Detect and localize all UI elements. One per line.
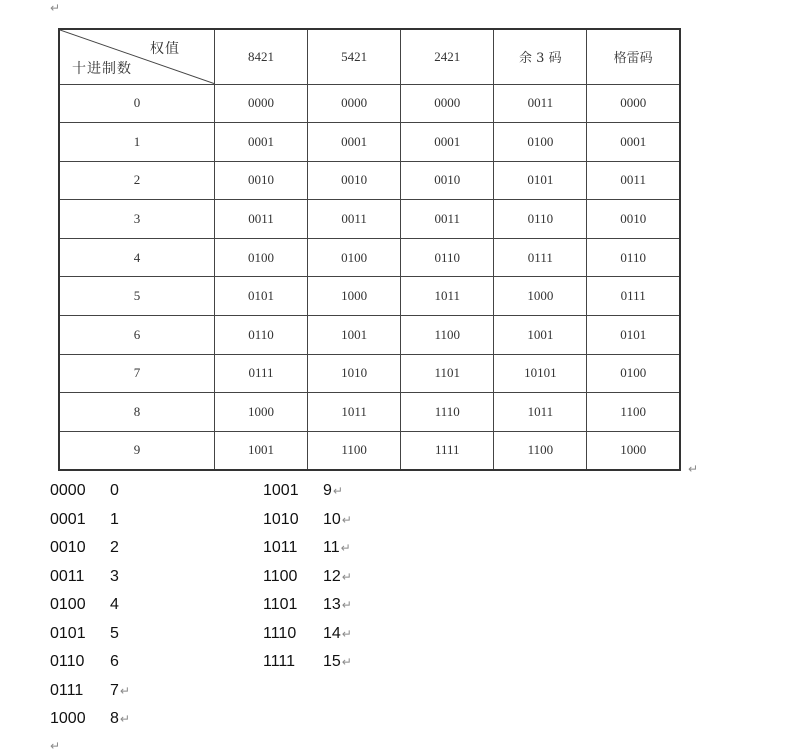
decimal-value: 8: [110, 710, 119, 727]
code-cell: 1000: [494, 277, 587, 316]
list-item: [50, 620, 130, 649]
code-cell: 1001: [494, 316, 587, 355]
code-cell: 0001: [401, 123, 494, 162]
list-item: [50, 506, 130, 535]
code-cell: 0011: [494, 84, 587, 123]
list-item: [50, 477, 130, 506]
decimal-cell: 7: [59, 354, 215, 393]
code-cell: 0011: [308, 200, 401, 239]
code-cell: 0101: [587, 316, 680, 355]
binary-value: 1101: [263, 596, 298, 613]
decimal-value: 10: [323, 510, 341, 528]
code-cell: 1111: [401, 431, 494, 470]
code-cell: 1100: [587, 393, 680, 432]
code-cell: 1100: [401, 316, 494, 355]
spellcheck-underline: [50, 596, 119, 613]
list-item: [263, 620, 352, 649]
column-header: 余 3 码: [494, 29, 587, 84]
binary-value: 0000: [50, 482, 86, 499]
code-cell: 0100: [308, 238, 401, 277]
code-cell: 0000: [587, 84, 680, 123]
code-cell: 0011: [401, 200, 494, 239]
code-cell: 0111: [587, 277, 680, 316]
spellcheck-underline: [50, 511, 119, 528]
code-cell: 0101: [494, 161, 587, 200]
binary-value: 0110: [50, 653, 85, 670]
list-item: [263, 534, 352, 563]
code-cell: 0001: [587, 123, 680, 162]
column-header: 5421: [308, 29, 401, 84]
binary-value: 1000: [50, 710, 86, 727]
code-cell: 1100: [494, 431, 587, 470]
paragraph-mark-icon: ↵: [50, 739, 61, 753]
table-row: [59, 161, 680, 200]
list-item: [263, 506, 352, 535]
code-cell: 1100: [308, 431, 401, 470]
paragraph-mark-icon: ↵: [341, 512, 352, 527]
decimal-value: 6: [110, 653, 119, 670]
binary-value: 1110: [263, 624, 297, 642]
binary-value: 1011: [263, 539, 298, 556]
decimal-cell: 9: [59, 431, 215, 470]
code-cell: 1001: [308, 316, 401, 355]
code-cell: 0000: [215, 84, 308, 123]
decimal-value: 0: [110, 482, 119, 499]
code-cell: 0110: [215, 316, 308, 355]
code-cell: 0100: [587, 354, 680, 393]
paragraph-mark-icon: ↵: [341, 626, 352, 641]
table-header-row: [59, 29, 680, 84]
decimal-value: 15: [323, 653, 341, 670]
decimal-cell: 1: [59, 123, 215, 162]
decimal-cell: 4: [59, 238, 215, 277]
list-item: [50, 648, 130, 677]
decimal-value: 4: [110, 596, 119, 613]
code-cell: 1011: [494, 393, 587, 432]
decimal-cell: 5: [59, 277, 215, 316]
code-cell: 0110: [587, 238, 680, 277]
spellcheck-underline: [50, 710, 119, 727]
decimal-value: 5: [110, 624, 119, 642]
list-item: [50, 563, 130, 592]
paragraph-mark-icon: ↵: [340, 541, 351, 555]
paragraph-mark-icon: ↵: [119, 712, 130, 726]
spellcheck-underline: [50, 682, 119, 699]
table-row: [59, 393, 680, 432]
corner-header-cell: [59, 29, 215, 84]
code-cell: 10101: [494, 354, 587, 393]
paragraph-mark-icon: ↵: [341, 598, 352, 612]
table-row: [59, 200, 680, 239]
paragraph-mark-icon: ↵: [119, 683, 130, 698]
decimal-value: 3: [110, 567, 119, 585]
code-cell: 1000: [587, 431, 680, 470]
decimal-value: 2: [110, 539, 119, 556]
binary-value: 0111: [50, 681, 84, 699]
paragraph-mark-icon: ↵: [50, 1, 61, 15]
code-cell: 0101: [215, 277, 308, 316]
code-cell: 1001: [215, 431, 308, 470]
binary-value: 1100: [263, 567, 298, 585]
spellcheck-underline: [50, 653, 119, 670]
decimal-value: 7: [110, 681, 119, 699]
list-item: [263, 563, 352, 592]
binary-value: 0001: [50, 510, 86, 528]
paragraph-mark-icon: ↵: [341, 655, 352, 669]
decimal-cell: 6: [59, 316, 215, 355]
binary-value: 1010: [263, 510, 299, 528]
paragraph-mark-icon: ↵: [332, 484, 343, 498]
decimal-value: 11: [323, 539, 340, 556]
code-cell: 1101: [401, 354, 494, 393]
decimal-cell: 8: [59, 393, 215, 432]
decimal-value: 9: [323, 482, 332, 499]
code-cell: 0010: [401, 161, 494, 200]
decimal-cell: 0: [59, 84, 215, 123]
paragraph-mark-icon: ↵: [688, 462, 699, 476]
code-cell: 1010: [308, 354, 401, 393]
list-item: [263, 477, 352, 506]
binary-list-right: [263, 477, 352, 677]
binary-value: 1111: [263, 653, 296, 670]
list-item: [263, 648, 352, 677]
code-cell: 1011: [401, 277, 494, 316]
code-cell: 1000: [215, 393, 308, 432]
list-item: [50, 677, 130, 706]
binary-value: 0010: [50, 539, 86, 556]
spellcheck-underline: [50, 482, 119, 499]
code-cell: 0000: [401, 84, 494, 123]
column-header: 8421: [215, 29, 308, 84]
table-row: [59, 277, 680, 316]
binary-value: 0011: [50, 567, 85, 585]
code-cell: 0100: [215, 238, 308, 277]
code-cell: 0111: [215, 354, 308, 393]
list-item: [263, 591, 352, 620]
binary-value: 0100: [50, 596, 86, 613]
code-cell: 0001: [308, 123, 401, 162]
binary-value: 1001: [263, 482, 299, 499]
code-cell: 0110: [494, 200, 587, 239]
decimal-value: 1: [110, 510, 119, 528]
decimal-value: 13: [323, 596, 341, 613]
code-cell: 1000: [308, 277, 401, 316]
code-cell: 0010: [215, 161, 308, 200]
corner-top-label: 权值: [150, 41, 180, 57]
decimal-value: 12: [323, 567, 341, 585]
list-item: [50, 534, 130, 563]
decimal-cell: 2: [59, 161, 215, 200]
code-cell: 1011: [308, 393, 401, 432]
binary-value: 0101: [50, 624, 86, 642]
spellcheck-underline: [50, 539, 119, 556]
column-header: 格雷码: [587, 29, 680, 84]
table-row: [59, 354, 680, 393]
code-cell: 0010: [308, 161, 401, 200]
column-header: 2421: [401, 29, 494, 84]
list-item: [50, 705, 130, 734]
corner-bottom-label: 十进制数: [72, 60, 132, 77]
list-item: [50, 591, 130, 620]
code-cell: 0011: [587, 161, 680, 200]
table-row: [59, 123, 680, 162]
spellcheck-underline: [50, 625, 119, 642]
paragraph-mark-icon: ↵: [341, 569, 352, 584]
code-cell: 0000: [308, 84, 401, 123]
decimal-cell: 3: [59, 200, 215, 239]
spellcheck-underline: [50, 568, 119, 585]
code-cell: 0100: [494, 123, 587, 162]
code-cell: 0001: [215, 123, 308, 162]
binary-list-left: [50, 477, 130, 734]
code-cell: 0011: [215, 200, 308, 239]
table-row: [59, 431, 680, 470]
decimal-value: 14: [323, 624, 341, 642]
code-cell: 1110: [401, 393, 494, 432]
code-cell: 0010: [587, 200, 680, 239]
table-row: [59, 316, 680, 355]
table-row: [59, 84, 680, 123]
code-comparison-table: [58, 28, 681, 471]
code-cell: 0111: [494, 238, 587, 277]
code-cell: 0110: [401, 238, 494, 277]
table-row: [59, 238, 680, 277]
